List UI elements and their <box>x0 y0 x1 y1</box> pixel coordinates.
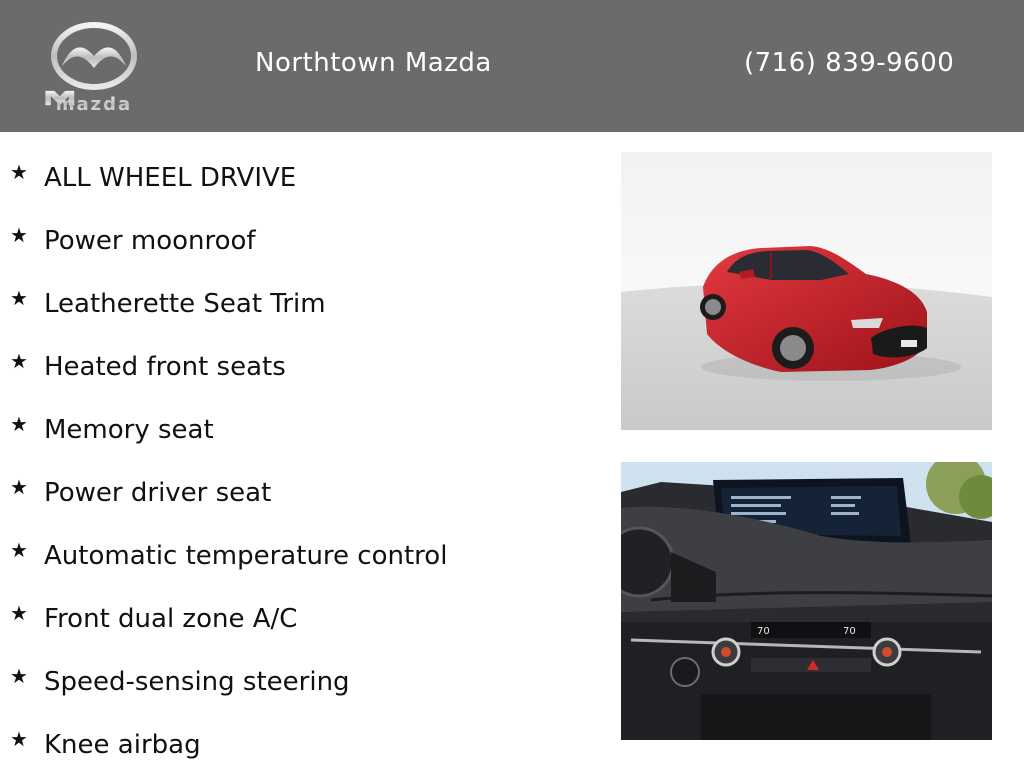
star-icon: ★ <box>10 348 28 373</box>
dealer-name: Northtown Mazda <box>255 48 492 78</box>
dealer-phone[interactable]: (716) 839-9600 <box>744 48 955 78</box>
feature-item <box>10 335 447 398</box>
star-icon: ★ <box>10 726 28 751</box>
feature-label: Knee airbag <box>44 729 201 760</box>
feature-item <box>10 146 447 209</box>
svg-text:70: 70 <box>843 626 856 637</box>
star-icon: ★ <box>10 663 28 688</box>
feature-label: Speed-sensing steering <box>44 666 350 697</box>
feature-item <box>10 461 447 524</box>
header-banner <box>0 0 1024 132</box>
feature-label: Power moonroof <box>44 225 256 256</box>
mazda-logo[interactable] <box>40 18 148 118</box>
feature-label: Power driver seat <box>44 477 272 508</box>
star-icon: ★ <box>10 474 28 499</box>
star-icon: ★ <box>10 600 28 625</box>
feature-label: ALL WHEEL DRVIVE <box>44 162 297 193</box>
feature-label: Heated front seats <box>44 351 286 382</box>
svg-text:mazda: mazda <box>55 94 133 115</box>
feature-item <box>10 587 447 650</box>
svg-text:70: 70 <box>757 626 770 637</box>
star-icon: ★ <box>10 285 28 310</box>
feature-item <box>10 272 447 335</box>
feature-list <box>10 146 447 776</box>
star-icon: ★ <box>10 222 28 247</box>
interior-photo[interactable] <box>621 462 992 740</box>
feature-label: Front dual zone A/C <box>44 603 298 634</box>
feature-label: Memory seat <box>44 414 214 445</box>
feature-item <box>10 650 447 713</box>
star-icon: ★ <box>10 159 28 184</box>
star-icon: ★ <box>10 411 28 436</box>
feature-item <box>10 209 447 272</box>
feature-label: Leatherette Seat Trim <box>44 288 326 319</box>
feature-item <box>10 524 447 587</box>
feature-item <box>10 713 447 776</box>
star-icon: ★ <box>10 537 28 562</box>
feature-item <box>10 398 447 461</box>
exterior-photo[interactable] <box>621 152 992 430</box>
feature-label: Automatic temperature control <box>44 540 448 571</box>
